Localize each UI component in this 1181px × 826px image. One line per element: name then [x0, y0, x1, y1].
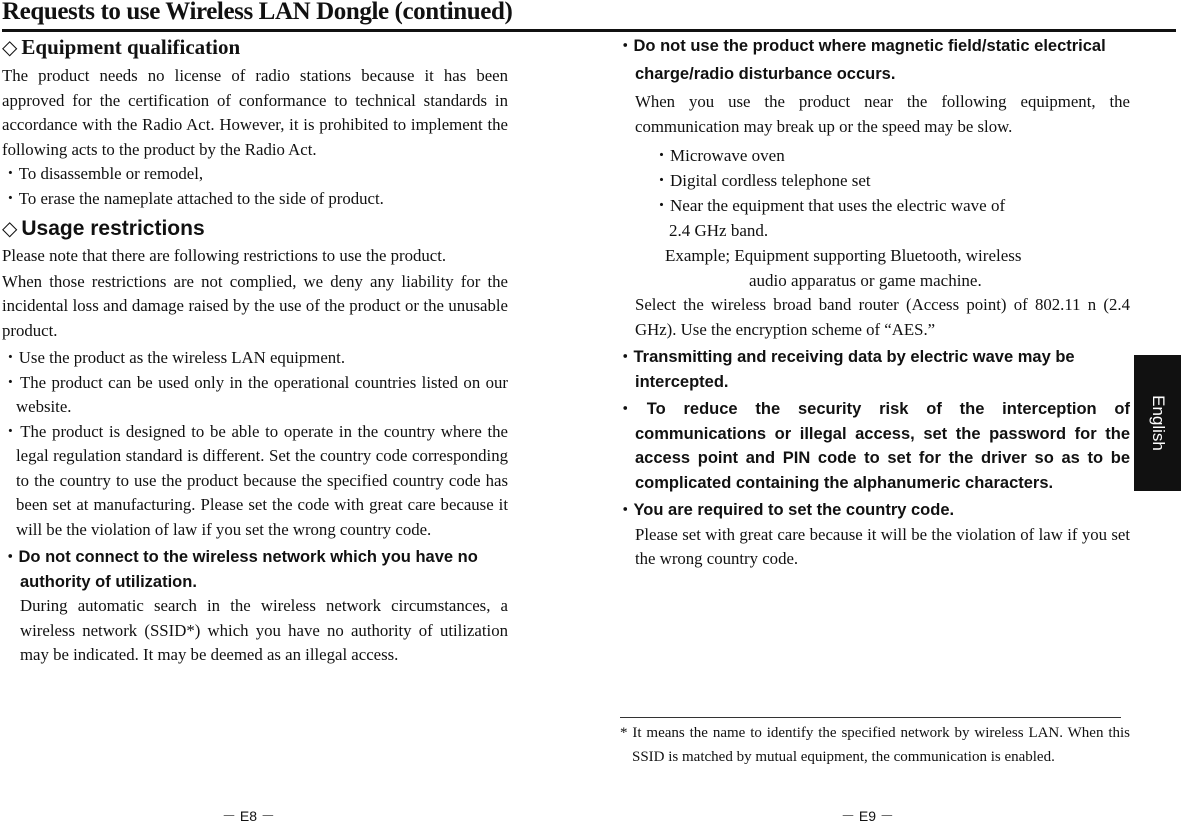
list-item: ・Use the product as the wireless LAN equipment. [2, 348, 346, 367]
magnetic-title: ・Do not use the product where magnetic field/static electrical charge/radio disturbance occurs. [617, 37, 1106, 83]
diamond-icon: ◇ [2, 216, 18, 240]
list-item: ・The product is designed to be able to operate in the country where the legal regulation standard is different. Set the country code corresponding to the country to use the product because the specified country code has been set at manufacturing. Please set the code with great care because it will be the violation of law if you set the wrong country code. [2, 421, 508, 539]
equipment-list [617, 143, 1130, 243]
usage-intro: Please note that there are following restrictions to use the product. [2, 246, 447, 265]
country-code-text: Please set with great care because it will be the violation of law if you set the wrong country code. [635, 524, 1130, 568]
example-continuation: audio apparatus or game machine. [749, 271, 982, 290]
footnote: * It means the name to identify the specified network by wireless LAN. When this SSID is matched by mutual equipment, the communication is enabled. [620, 725, 1130, 765]
warning-title: ・Do not connect to the wireless network which you have no authority of utilization. [2, 548, 478, 591]
example-line: Example; Equipment supporting Bluetooth, wireless [665, 246, 1022, 265]
page-header [2, 0, 1176, 32]
right-column [617, 32, 1130, 572]
list-item-continuation: 2.4 GHz band. [669, 221, 769, 240]
list-item: ・To disassemble or remodel, [2, 164, 204, 183]
usage-liability: When those restrictions are not complied, we deny any liability for the incidental loss and damage raised by the use of the product or the unusable product. [2, 271, 508, 340]
list-item: ・Near the equipment that uses the electric wave of [653, 196, 1006, 215]
security-warning: ・To reduce the security risk of the interception of communications or illegal access, set the password for the access point and PIN code to set for the driver so as to be complicated containing the alphanumeric characters. [617, 400, 1130, 492]
router-text: Select the wireless broad band router (Access point) of 802.11 n (2.4 GHz). Use the encryption scheme of “AES.” [635, 295, 1130, 339]
list-item: ・The product can be used only in the operational countries listed on our website. [2, 372, 508, 416]
magnetic-text: When you use the product near the following equipment, the communication may break up or the speed may be slow. [635, 92, 1130, 136]
qualification-text: The product needs no license of radio stations because it has been approved for the certification of conformance to technical standards in accordance with the Radio Act. However, it is prohibited to implement the following acts to the product by the Radio Act. [2, 66, 508, 159]
list-item: ・To erase the nameplate attached to the side of product. [2, 188, 384, 208]
language-tab-label: English [1148, 395, 1168, 451]
list-item: ・Microwave oven [653, 146, 785, 165]
section-heading-usage-restrictions: ◇ Usage restrictions [2, 216, 205, 240]
page-header-title: Requests to use Wireless LAN Dongle (continued) [2, 0, 513, 25]
footnote-divider [620, 717, 1121, 718]
language-tab [1134, 355, 1181, 491]
warning-text: During automatic search in the wireless network circumstances, a wireless network (SSID*) which you have no authority of utilization may be indicated. It may be deemed as an illegal access. [20, 596, 508, 664]
page-number-left: － E8 － [222, 808, 275, 824]
section-heading-equipment-qualification: ◇ Equipment qualification [2, 35, 241, 59]
list-item: ・Digital cordless telephone set [653, 171, 871, 190]
left-column [2, 32, 508, 668]
diamond-icon: ◇ [2, 35, 18, 59]
country-code-warning: ・You are required to set the country code. [617, 501, 955, 519]
page-number-right: － E9 － [841, 808, 894, 824]
intercept-warning: ・Transmitting and receiving data by electric wave may be intercepted. [617, 348, 1075, 391]
